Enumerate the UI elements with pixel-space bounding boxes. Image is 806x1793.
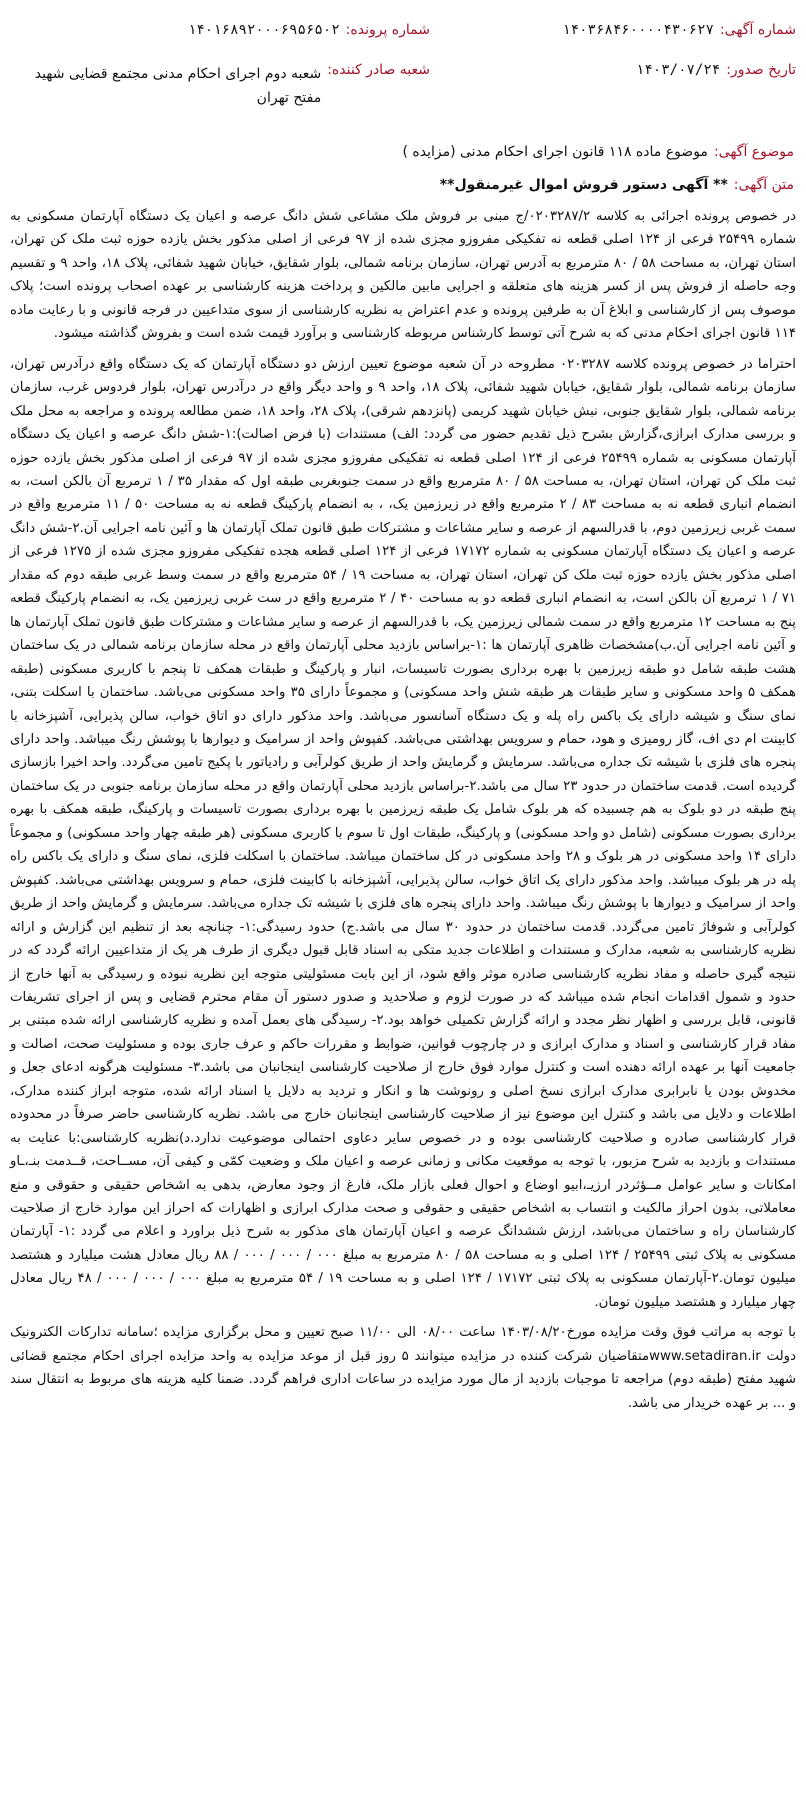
- case-number-value: ۱۴۰۱۶۸۹۲۰۰۰۶۹۵۶۵۰۲: [187, 22, 340, 38]
- notice-number-label: شماره آگهی:: [719, 22, 796, 38]
- notice-body: [10, 205, 796, 1422]
- header-row-2: [10, 62, 796, 110]
- body-paragraph-1: در خصوص پرونده اجرائی به کلاسه ۰۲۰۳۲۸۷/۲/ج مبنی بر فروش ملک مشاعی شش دانگ عرصه و اعیان یک دستگاه آپارتمان مسکونی به شماره ۲۵۴۹۹ فرعی از ۱۲۴ اصلی قطعه نه تفکیکی مفروزو مجزی شده از ۹۷ فرعی از اصلی مذکور بخش یازده حوزه ثبت ملک کن تهران، استان تهران، به مساحت ۵۸ / ۸۰ مترمربع به آدرس تهران، سازمان برنامه شمالی، بلوار شقایق، خیابان شهید شفائی، پلاک ۱۸، واحد ۹ و تقسیم وجه حاصله از فروش پس از کسر هزینه های متعلقه و اجرایی مابین مالکین و پرداخت هزینه کارشناسی بر عهده اصحاب پرونده است؛ پلاک موصوف پس از کارشناسی و ابلاغ آن به طرفین پرونده و عدم اعتراض به نظریه کارشناسی از سوی متداعیین در فرجه قانونی و با رعایت ماده ۱۱۴ قانون اجرای احکام مدنی که به شرح آتی توسط کارشناس مربوطه کارشناسی و برآورد قیمت شده است و بفروش گذاشته میشود.: [10, 209, 796, 342]
- notice-text-label: متن آگهی:: [733, 177, 794, 193]
- issuer-value: شعبه دوم اجرای احکام مدنی مجتمع قضایی شهید مفتح تهران: [34, 66, 322, 106]
- case-number: [10, 22, 430, 38]
- notice-number: [451, 22, 796, 38]
- subject-value: موضوع ماده ۱۱۸ قانون اجرای احکام مدنی (مزایده ): [402, 144, 708, 160]
- notice-text-header: [12, 177, 794, 193]
- issuer-label: شعبه صادر کننده:: [327, 62, 430, 78]
- issue-date-value: ۱۴۰۳/۰۷/۲۴: [635, 62, 721, 78]
- header-row-1: [10, 22, 796, 38]
- case-number-label: شماره پرونده:: [345, 22, 430, 38]
- body-paragraph-2: احتراما در خصوص پرونده کلاسه ۰۲۰۳۲۸۷ مطروحه در آن شعبه موضوع تعیین ارزش دو دستگاه آپارتمان که یک دستگاه واقع درآدرس تهران، سازمان برنامه شمالی، بلوار شقایق، خیابان شهید شفائی، پلاک ۱۸، واحد ۹ و واحد دیگر واقع در درآدرس تهران، بلوار فردوس غرب، سازمان برنامه شمالی، بلوار شقایق جنوبی، نبش خیابان شهید کریمی (پانزدهم شرقی)، پلاک ۲۸، واحد ۱۸، ضمن مطالعه پرونده و مراجعه به محل ملک و بررسی مدارک ابرازی،گزارش بشرح ذیل تقدیم حضور می گردد: الف) مستندات (با فرض اصالت):۱-شش دانگ عرصه و اعیان یک دستگاه آپارتمان مسکونی به شماره ۲۵۴۹۹ فرعی از ۱۲۴ اصلی قطعه نه تفکیکی مفروزو مجزی شده از ۹۷ فرعی از اصلی مذکور بخش یازده حوزه ثبت ملک کن تهران، استان تهران، به مساحت ۵۸ / ۸۰ مترمربع واقع در سمت جنوبغربی طبقه اول که مقدار ۳۵ / ۱ ترمربع آن بالکن است، به انضمام انباری قطعه نه به مساحت ۸۳ / ۲ مترمربع واقع در زیرزمین یک، ، به انضمام پارکینگ قطعه نه به مساحت ۵۰ / ۱۱ مترمربع واقع در سمت غربی زیرزمین دوم، با قدرالسهم از عرصه و سایر مشاعات و مشترکات طبق قانون تملک آپارتمان ها و آئین نامه اجرایی آن.۲-شش دانگ عرصه و اعیان یک دستگاه آپارتمان مسکونی به شماره ۱۷۱۷۲ فرعی از ۱۲۴ اصلی قطعه هجده تفکیکی مفروزو مجزی شده از ۱۲۷۵ فرعی از اصلی مذکور بخش یازده حوزه ثبت ملک کن تهران، استان تهران، به مساحت ۱۹ / ۵۴ مترمربع واقع در سمت وسط غربی طبقه دوم که مقدار ۷۱ / ۱ ترمربع آن بالکن است، به انضمام انباری قطعه دو به مساحت ۴۰ / ۲ مترمربع واقع در ست غربی زیرزمین یک، به انضمام پارکینگ قطعه پنج به مساحت ۱۲ مترمربع واقع در سمت شمالی زیرزمین یک، با قدرالسهم از عرصه و سایر مشاعات و مشترکات طبق قانون تملک آپارتمان ها و آئین نامه اجرایی آن.ب)مشخصات ظاهری آپارتمان ها :۱-براساس بازدید محلی آپارتمان واقع در محله سازمان برنامه شمالی در یک ساختمان هشت طبقه شامل دو طبقه زیرزمین با بهره برداری بصورت تاسیسات، انبار و پارکینگ و طبقات همکف تا پنجم با کاربری مسکونی (طبقه همکف ۵ واحد مسکونی و سایر طبقات هر طبقه شش واحد مسکونی) و مجموعاً دارای ۳۵ واحد مسکونی می‌باشد. ساختمان با اسکلت بتنی، نمای سنگ و شیشه دارای یک باکس راه پله و یک دستگاه آسانسور می‌باشد. واحد مذکور دارای دو اتاق خواب، سالن پذیرایی، آشپزخانه با کابینت ام دی اف، گاز رومیزی و هود، حمام و سرویس بهداشتی می‌باشد. کفپوش واحد از سرامیک و دیوارها با پوشش رنگ میباشد. واحد دارای پنجره های فلزی با شیشه تک جداره می‌باشد. سرمایش و گرمایش واحد از طریق کولرآبی و رادیاتور با پکیج تامین می‌گردد. واحد اخیرا بازسازی گردیده است. قدمت ساختمان در حدود ۲۳ سال می باشد.۲-براساس بازدید محلی آپارتمان واقع در محله سازمان برنامه جنوبی در یک ساختمان پنج طبقه در دو بلوک به هم چسبیده که هر بلوک شامل یک طبقه زیرزمین با بهره برداری بصورت تاسیسات و پارکینگ، طبقه همکف با بهره برداری بصورت مسکونی (شامل دو واحد مسکونی) و پارکینگ، طبقات اول تا سوم با کاربری مسکونی (هر طبقه چهار واحد مسکونی) و مجموعاً دارای ۱۴ واحد مسکونی در هر بلوک و ۲۸ واحد مسکونی در کل ساختمان میباشد. ساختمان با اسکلت فلزی، نمای سنگ و دارای یک باکس راه پله در هر بلوک میباشد. واحد مذکور دارای یک اتاق خواب، سالن پذیرایی، آشپزخانه با کابینت فلزی، حمام و سرویس بهداشتی می‌باشد. کفپوش واحد از سرامیک و دیوارها با پوشش رنگ میباشد. واحد دارای پنجره های فلزی با شیشه تک جداره می‌باشد. سرمایش و گرمایش واحد از طریق کولرآبی و شوفاژ تامین می‌گردد. قدمت ساختمان در حدود ۳۰ سال می باشد.ج) حدود رسیدگی:۱- چنانچه بعد از تنظیم این گزارش و ارائه نظریه کارشناسی به شعبه، مدارک و مستندات و اطلاعات جدید متکی به اسناد قابل قبول دیگری از طرف هر یک از متداعیین ارائه گردد که در نتیجه گیری حاصله و مفاد نظریه کارشناسی صادره موثر واقع شود، از این بابت مسئولیتی متوجه این نظریه نبوده و رسیدگی به آنها خارج از حدود و شمول اقدامات انجام شده میباشد که در صورت لزوم و صلاحدید و صدور دستور آن مقام محترم قضایی و پس از اجرای تشریفات قانونی، قابل بررسی و اظهار نظر مجدد و ارائه گزارش تکمیلی خواهد بود.۲- رسیدگی های بعمل آمده و نظریه کارشناسی ارائه شده مبتنی بر مفاد قرار کارشناسی و اسناد و مدارک ابرازی و در چارچوب قوانین، ضوابط و مقررات حاکم و عرف جاری بوده و مسئولیت صحت، اصالت و جامعیت آنها بر عهده ارائه دهنده است و کنترل موارد فوق خارج از صلاحیت کارشناسی اینجانبان می باشد.۳- مسئولیت هرگونه ادعای جعل و مخدوش بودن یا نابرابری مدارک ابرازی نسخ اصلی و رونوشت ها و انکار و تردید به دلایل یا اسناد ارائه شده، متوجه ابراز کننده مدارک، اطلاعات و دلایل می باشد و کنترل این موضوع نیز از صلاحیت کارشناسی اینجانبان خارج می باشد. نظریه کارشناسی حاضر صرفاً در محدوده قرار کارشناسی صادره و صلاحیت کارشناسی بوده و در خصوص سایر دعاوی احتمالی موضوعیت ندارد.د)نظریه کارشناسی:با عنایت به مستندات و بازدید به شرح مزبور، با توجه به موقعیت مکانی و زمانی عرصه و اعیان ملک و وضعیت کمّی و کیفی آن، مســاحت، قــدمت بنـ،ـاو امکانات و سایر عوامل مــؤثردر ارزیـ،ابیو اوضاع و احوال فعلی بازار ملک، فارغ از وجود معارض، بدهی به اشخاص حقیقی و حقوقی و منع معاملاتی، بدون احراز مالکیت و انتساب به اشخاص حقیقی و حقوقی و صحت مدارک ابرازی و اظهارات که احراز این موارد خارج از صلاحیت کارشناسان راه و ساختمان می‌باشد، ارزش ششدانگ عرصه و اعیان آپارتمان های مذکور به شرح ذیل براورد و اعلام می گردد :۱- آپارتمان مسکونی به پلاک ثبتی ۲۵۴۹۹ / ۱۲۴ اصلی و به مساحت ۵۸ / ۸۰ مترمربع به مبلغ ۰۰۰ / ۰۰۰ / ۰۰۰ / ۸۸ ریال معادل هشت میلیارد و هشتصد میلیون تومان.۲-آپارتمان مسکونی به پلاک ثبتی ۱۷۱۷۲ / ۱۲۴ اصلی و به مساحت ۱۹ / ۵۴ مترمربع به مبلغ ۰۰۰ / ۰۰۰ / ۰۰۰ / ۴۸ ریال معادل چهار میلیارد و هشتصد میلیون تومان.: [10, 356, 797, 1310]
- issuer: [10, 62, 430, 110]
- issue-date-label: تاریخ صدور:: [726, 62, 796, 78]
- notice-text-title: ** آگهی دستور فروش اموال غیرمنقول**: [439, 177, 728, 193]
- subject: [12, 144, 794, 160]
- body-paragraph-3: با توجه به مراتب فوق وقت مزایده مورخ۱۴۰۳/۰۸/۲۰ ساعت ۰۸/۰۰ الی ۱۱/۰۰ صبح تعیین و محل برگزاری مزایده ؛سامانه تدارکات الکترونیک دولت www.setadiran.irمتقاضیان شرکت کننده در مزایده میتوانند ۵ روز قبل از موعد مزایده به واحد مزایده اجرای احکام مجتمع قضائی شهید مفتح (طبقه دوم) مراجعه تا موجبات بازدید از مال مورد مزایده در ساعات اداری فراهم گردد. ضمنا کلیه هزینه های مربوط به انتقال سند و ... بر عهده خریدار می باشد.: [10, 1325, 796, 1411]
- subject-label: موضوع آگهی:: [713, 144, 794, 160]
- notice-number-value: ۱۴۰۳۶۸۴۶۰۰۰۰۴۳۰۶۲۷: [562, 22, 714, 38]
- issue-date: [451, 62, 796, 78]
